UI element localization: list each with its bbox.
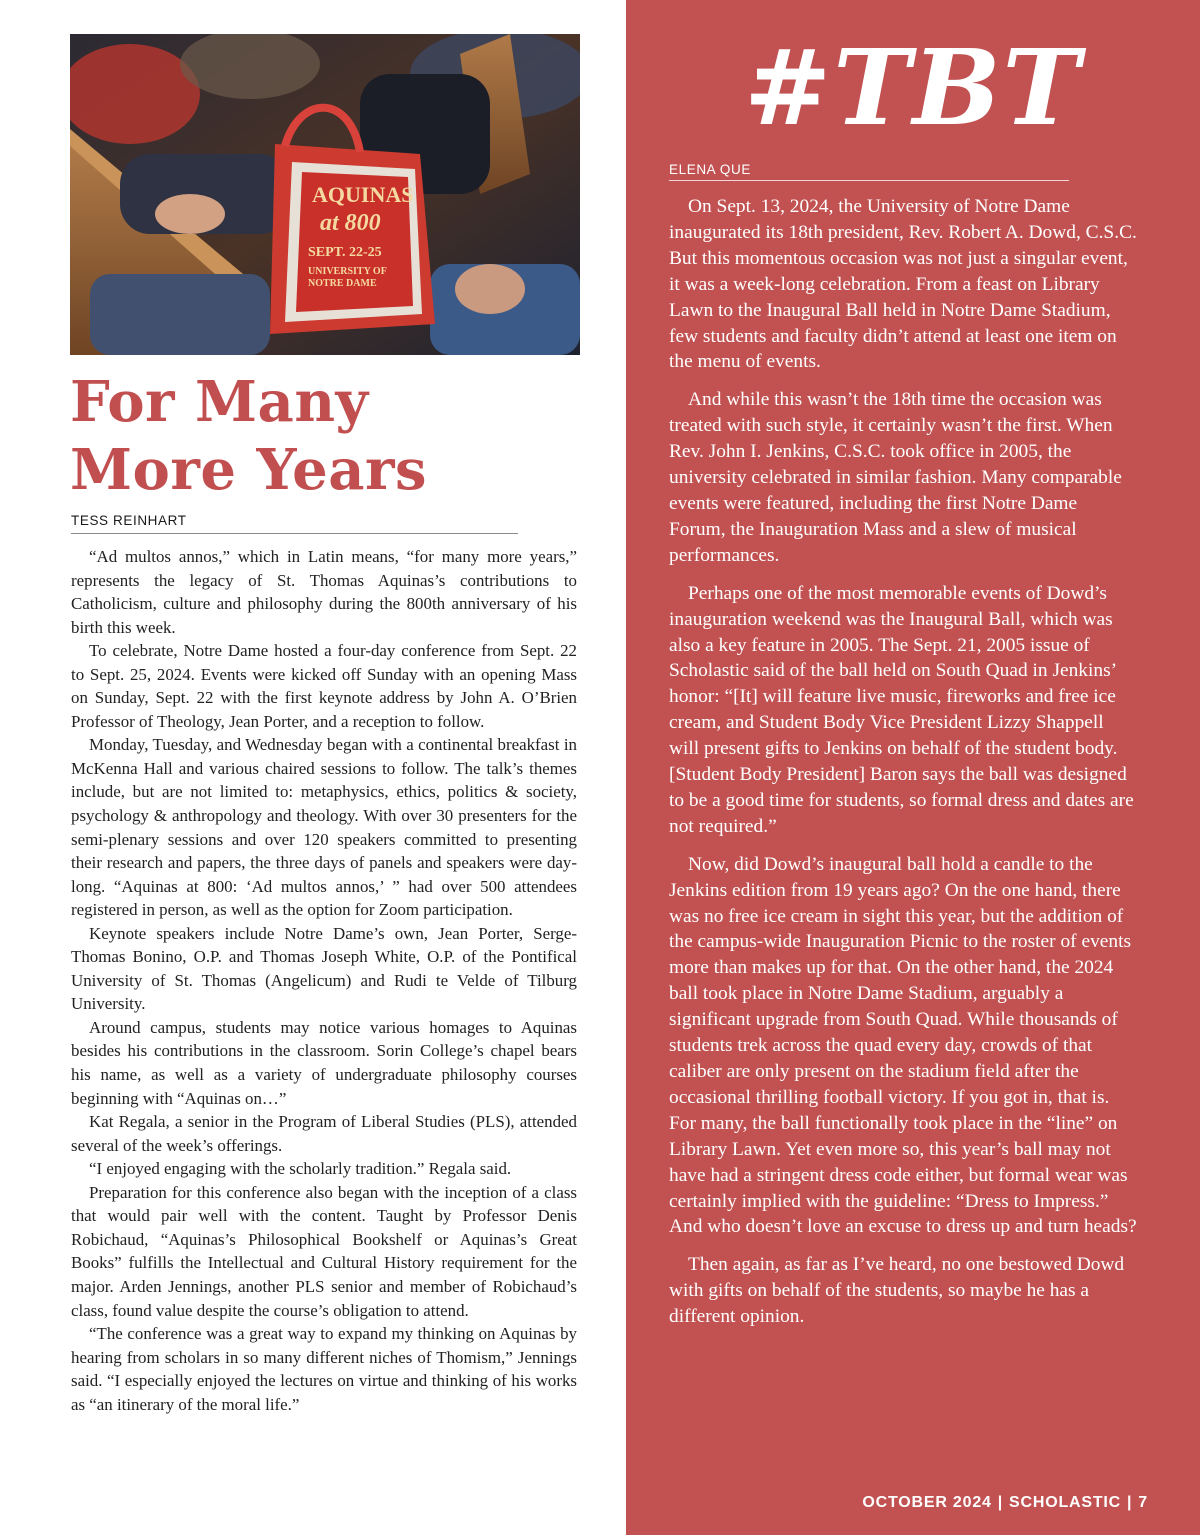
page-footer [862, 1494, 1148, 1512]
tbt-title: #TBT [744, 26, 1082, 149]
sidebar-byline: ELENA QUE [669, 162, 1069, 181]
paragraph: Kat Regala, a senior in the Program of Liberal Studies (PLS), attended several of the week’s offerings. [71, 1112, 577, 1155]
page-number: 7 [1138, 1494, 1148, 1511]
sidebar-body [669, 194, 1137, 1342]
article-body [71, 545, 577, 1416]
headline-line-2: More Years [70, 437, 428, 503]
paragraph: “Ad multos annos,” which in Latin means, “for many more years,” represents the legacy of St. Thomas Aquinas’s contributions to Catholicism, culture and philosophy during the 800th anniversary of his birth this week. [71, 547, 577, 637]
sidebar-paragraph: Then again, as far as I’ve heard, no one bestowed Dowd with gifts on behalf of the students, so maybe he has a different opinion. [669, 1254, 1125, 1328]
paragraph: To celebrate, Notre Dame hosted a four-day conference from Sept. 22 to Sept. 25, 2024. Events were kicked off Sunday with an opening Mass on Sunday, Sept. 22 with the first keynote address by John A. O’Brien Professor of Theology, Jean Porter, and a reception to follow. [71, 641, 577, 731]
footer-divider: | [1127, 1494, 1133, 1511]
article-headline [70, 368, 590, 504]
footer-issue: OCTOBER 2024 [862, 1494, 992, 1511]
sidebar-paragraph: Now, did Dowd’s inaugural ball hold a candle to the Jenkins edition from 19 years ago? On the one hand, there was no free ice cream in sight this year, but the addition of the campus-wide Inauguration Picnic to the roster of events more than makes up for that. On the other hand, the 2024 ball took place in Notre Dame Stadium, arguably a significant upgrade from South Quad. While thousands of students trek across the quad every day, crowds of that caliber are only present on the stadium field after the occasional thrilling football victory. If you got in, that is. For many, the ball functionally took place in the “line” on Library Lawn. Yet even more so, this year’s ball may not have had a stringent dress code either, but formal wear was certainly implied with the guideline: “Dress to Impress.” And who doesn’t love an excuse to dress up and turn heads? [669, 853, 1137, 1238]
paragraph: Preparation for this conference also began with the inception of a class that would pair well with the content. Taught by Professor Denis Robichaud, “Aquinas’s Philosophical Bookshelf or Aquinas’s Great Books” fulfills the Intellectual and Cultural History requirement for the major. Arden Jennings, another PLS senior and member of Robichaud’s class, found value despite the course’s obligation to attend. [71, 1182, 577, 1320]
sidebar-paragraph: And while this wasn’t the 18th time the occasion was treated with such style, it certainly wasn’t the first. When Rev. John I. Jenkins, C.S.C. took office in 2005, the university celebrated in similar fashion. Many comparable events were featured, including the first Notre Dame Forum, the Inauguration Mass and a slew of musical performances. [669, 389, 1122, 566]
paragraph: “The conference was a great way to expand my thinking on Aquinas by hearing from scholars in so many different niches of Thomism,” Jennings said. “I especially enjoyed the lectures on virtue and thinking of his works as “an itinerary of the moral life.” [71, 1324, 577, 1414]
bag-line-3: SEPT. 22-25 [308, 245, 382, 260]
aquinas-tote-bag-photo [70, 34, 580, 355]
footer-publication: SCHOLASTIC [1009, 1494, 1122, 1511]
author-byline: TESS REINHART [71, 513, 518, 534]
sidebar-paragraph: Perhaps one of the most memorable events of Dowd’s inauguration weekend was the Inaugural Ball, which was also a key feature in 2005. The Sept. 21, 2005 issue of Scholastic said of the ball held on South Quad in Jenkins’ honor: “[It] will feature live music, fireworks and free ice cream, and Student Body Vice President Lizzy Shappell will present gifts to Jenkins on behalf of the student body. [Student Body President] Baron says the ball was designed to be a good time for students, so formal dress and dates are not required.” [669, 582, 1134, 837]
headline-line-1: For Many [70, 369, 369, 435]
bag-line-1: AQUINAS [312, 182, 414, 207]
footer-divider: | [997, 1494, 1004, 1511]
paragraph: “I enjoyed engaging with the scholarly tradition.” Regala said. [89, 1159, 512, 1179]
paragraph: Around campus, students may notice various homages to Aquinas besides his contributions in the classroom. Sorin College’s chapel bears his name, as well as a variety of undergraduate philosophy courses beginning with “Aquinas on…” [71, 1017, 577, 1108]
sidebar-paragraph: On Sept. 13, 2024, the University of Notre Dame inaugurated its 18th president, Rev. Robert A. Dowd, C.S.C. But this momentous occasion was not just a singular event, it was a week-long celebration. From a feast on Library Lawn to the Inaugural Ball held in Notre Dame Stadium, few students and faculty didn’t attend at least one item on the menu of events. [669, 196, 1137, 373]
paragraph: Keynote speakers include Notre Dame’s own, Jean Porter, Serge-Thomas Bonino, O.P. and Thomas Joseph White, O.P. of the Pontifical University of St. Thomas (Angelicum) and Rudi te Velde of Tilburg University. [71, 923, 577, 1014]
bag-line-5: NOTRE DAME [308, 278, 377, 289]
paragraph: Monday, Tuesday, and Wednesday began with a continental breakfast in McKenna Hall and various chaired sessions to follow. The talk’s themes include, but are not limited to: metaphysics, ethics, politics & society, psychology & anthropology and theology. With over 30 presenters for the semi-plenary sessions and over 120 speakers committed to presenting their research and papers, the three days of panels and speakers were day-long. “Aquinas at 800: ‘Ad multos annos,’ ” had over 500 attendees registered in person, as well as the option for Zoom participation. [71, 735, 577, 920]
bag-line-4: UNIVERSITY OF [308, 266, 387, 277]
bag-line-2: at 800 [320, 210, 381, 236]
article-photo [70, 34, 580, 355]
